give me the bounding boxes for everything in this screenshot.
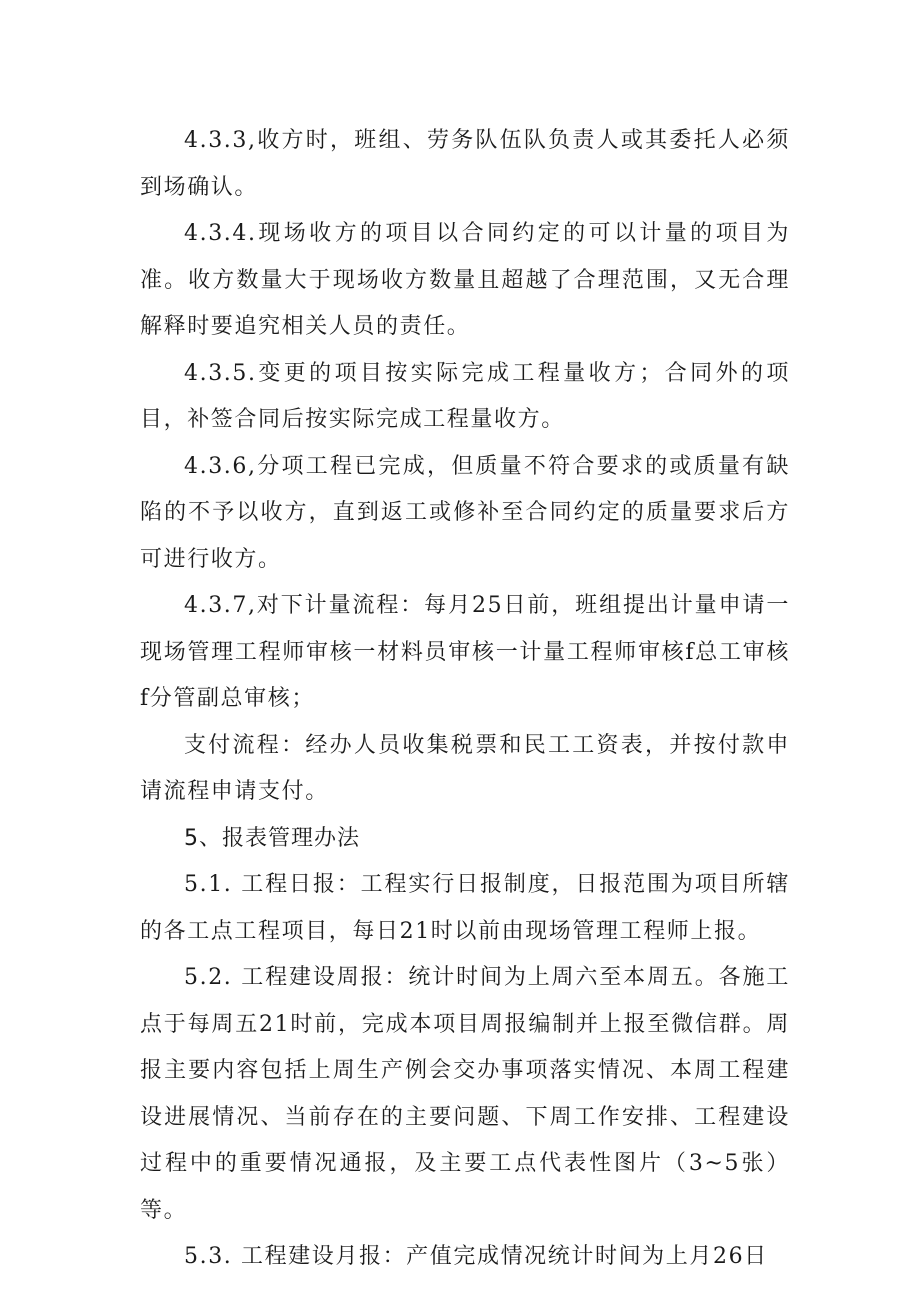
paragraph-5-1: 5.1. 工程日报：工程实行日报制度，日报范围为项目所辖的各工点工程项目，每日21时以前由现场管理工程师上报。 xyxy=(140,872,790,944)
paragraph-4-3-7: 4.3.7,对下计量流程：每月25日前，班组提出计量申请一现场管理工程师审核一材料员审核一计量工程师审核f总工审核f分管副总审核； xyxy=(140,593,790,711)
paragraph-4-3-4: 4.3.4.现场收方的项目以合同约定的可以计量的项目为准。收方数量大于现场收方数量且超越了合理范围，又无合理解释时要追究相关人员的责任。 xyxy=(140,221,790,339)
section-heading-5: 5、报表管理办法 xyxy=(184,825,360,851)
paragraph-5-3: 5.3. 工程建设月报：产值完成情况统计时间为上月26日 xyxy=(184,1244,768,1269)
paragraph-4-3-5: 4.3.5.变更的项目按实际完成工程量收方；合同外的项目，补签合同后按实际完成工程量收方。 xyxy=(140,360,790,432)
paragraph-payment-flow: 支付流程：经办人员收集税票和民工工资表，并按付款申请流程申请支付。 xyxy=(140,732,790,804)
document-page xyxy=(140,118,790,1281)
paragraph-5-2: 5.2. 工程建设周报：统计时间为上周六至本周五。各施工点于每周五21时前，完成本项目周报编制并上报至微信群。周报主要内容包括上周生产例会交办事项落实情况、本周工程建设进展情况、当前存在的主要问题、下周工作安排、工程建设过程中的重要情况通报，及主要工点代表性图片（3~5张）等。 xyxy=(140,965,790,1223)
paragraph-4-3-3: 4.3.3,收方时，班组、劳务队伍队负责人或其委托人必须到场确认。 xyxy=(140,128,790,200)
paragraph-4-3-6: 4.3.6,分项工程已完成，但质量不符合要求的或质量有缺陷的不予以收方，直到返工或修补至合同约定的质量要求后方可进行收方。 xyxy=(140,453,790,572)
